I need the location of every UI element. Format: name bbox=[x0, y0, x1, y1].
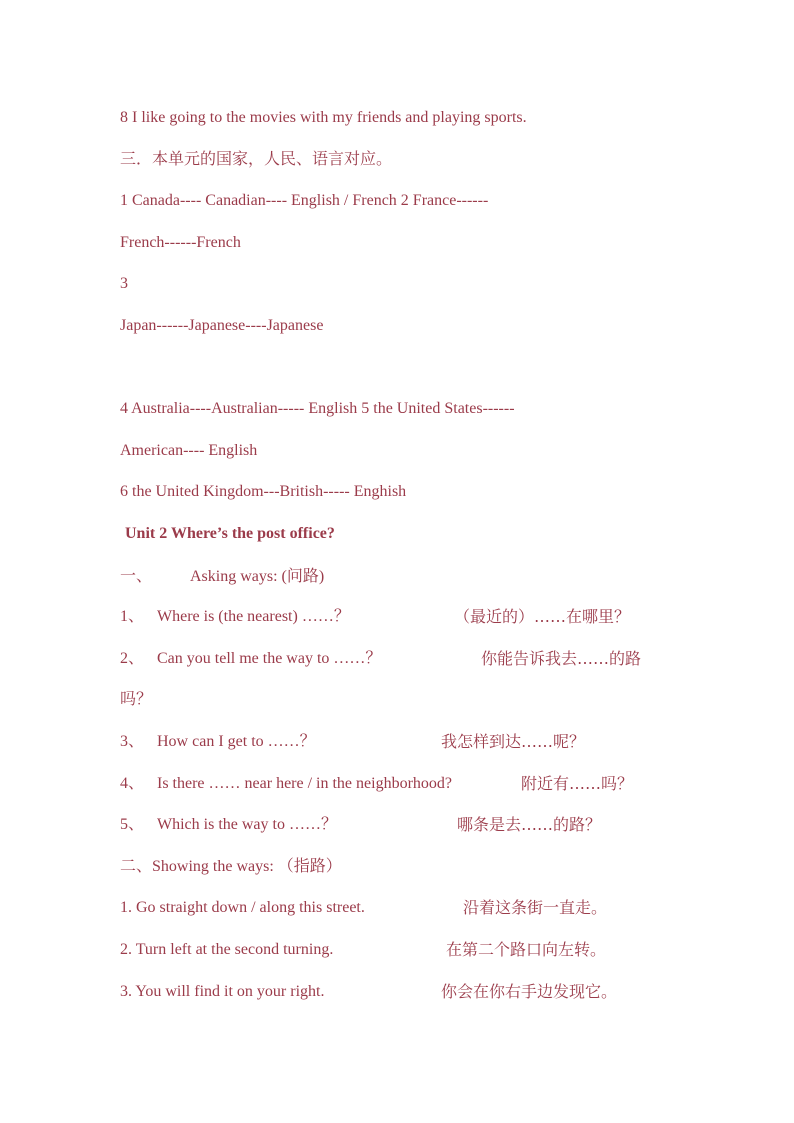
asking-heading-num: 一、 bbox=[120, 566, 153, 585]
country-line-2: French------French bbox=[120, 234, 241, 251]
showing-item-2: 2. Turn left at the second turning. bbox=[120, 941, 334, 958]
country-line-3: 3 bbox=[120, 275, 128, 292]
asking-item-1 bbox=[120, 607, 350, 627]
item-english: Can you tell me the way to ……？ bbox=[157, 650, 382, 667]
asking-item-5 bbox=[120, 815, 337, 835]
showing-item-3: 3. You will find it on your right. bbox=[120, 983, 325, 1000]
showing-item-1-chinese: 沿着这条街一直走。 bbox=[463, 898, 608, 917]
asking-item-5-chinese: 哪条是去……的路？ bbox=[457, 815, 602, 834]
item-english: Where is (the nearest) ……？ bbox=[157, 608, 350, 625]
section-3-heading: 三．本单元的国家，人民、语言对应。 bbox=[120, 149, 393, 168]
asking-item-2-chinese: 你能告诉我去……的路 bbox=[481, 649, 642, 668]
asking-item-4 bbox=[120, 774, 452, 794]
asking-item-1-chinese: （最近的）……在哪里？ bbox=[454, 607, 631, 626]
showing-heading: 二、Showing the ways: （指路） bbox=[120, 858, 342, 875]
asking-item-2-chinese-cont: 吗？ bbox=[120, 689, 153, 708]
unit-title: Unit 2 Where’s the post office? bbox=[125, 525, 335, 542]
asking-item-3 bbox=[120, 732, 316, 752]
country-line-5: 4 Australia----Australian----- English 5 the United States------ bbox=[120, 400, 515, 417]
asking-item-4-chinese: 附近有……吗？ bbox=[521, 774, 634, 793]
item-number: 5、 bbox=[120, 816, 145, 833]
showing-item-3-chinese: 你会在你右手边发现它。 bbox=[441, 982, 618, 1001]
item-english: Is there …… near here / in the neighborhood? bbox=[157, 775, 453, 792]
item-english: How can I get to ……？ bbox=[157, 733, 316, 750]
country-line-6: American---- English bbox=[120, 442, 258, 459]
item-number: 4、 bbox=[120, 775, 145, 792]
country-line-7: 6 the United Kingdom---British----- Enghish bbox=[120, 483, 407, 500]
showing-item-2-chinese: 在第二个路口向左转。 bbox=[446, 940, 607, 959]
item-number: 3、 bbox=[120, 733, 145, 750]
item-number: 2、 bbox=[120, 650, 145, 667]
item-english: Which is the way to ……？ bbox=[157, 816, 337, 833]
country-line-4: Japan------Japanese----Japanese bbox=[120, 317, 324, 334]
asking-item-3-chinese: 我怎样到达……呢？ bbox=[441, 732, 586, 751]
asking-heading-text: Asking ways: (问路) bbox=[190, 568, 325, 585]
asking-heading bbox=[120, 566, 324, 587]
item-number: 1、 bbox=[120, 608, 145, 625]
asking-item-2 bbox=[120, 649, 381, 669]
country-line-1: 1 Canada---- Canadian---- English / French 2 France------ bbox=[120, 192, 489, 209]
sentence-8: 8 I like going to the movies with my friends and playing sports. bbox=[120, 109, 527, 126]
showing-item-1: 1. Go straight down / along this street. bbox=[120, 899, 365, 916]
